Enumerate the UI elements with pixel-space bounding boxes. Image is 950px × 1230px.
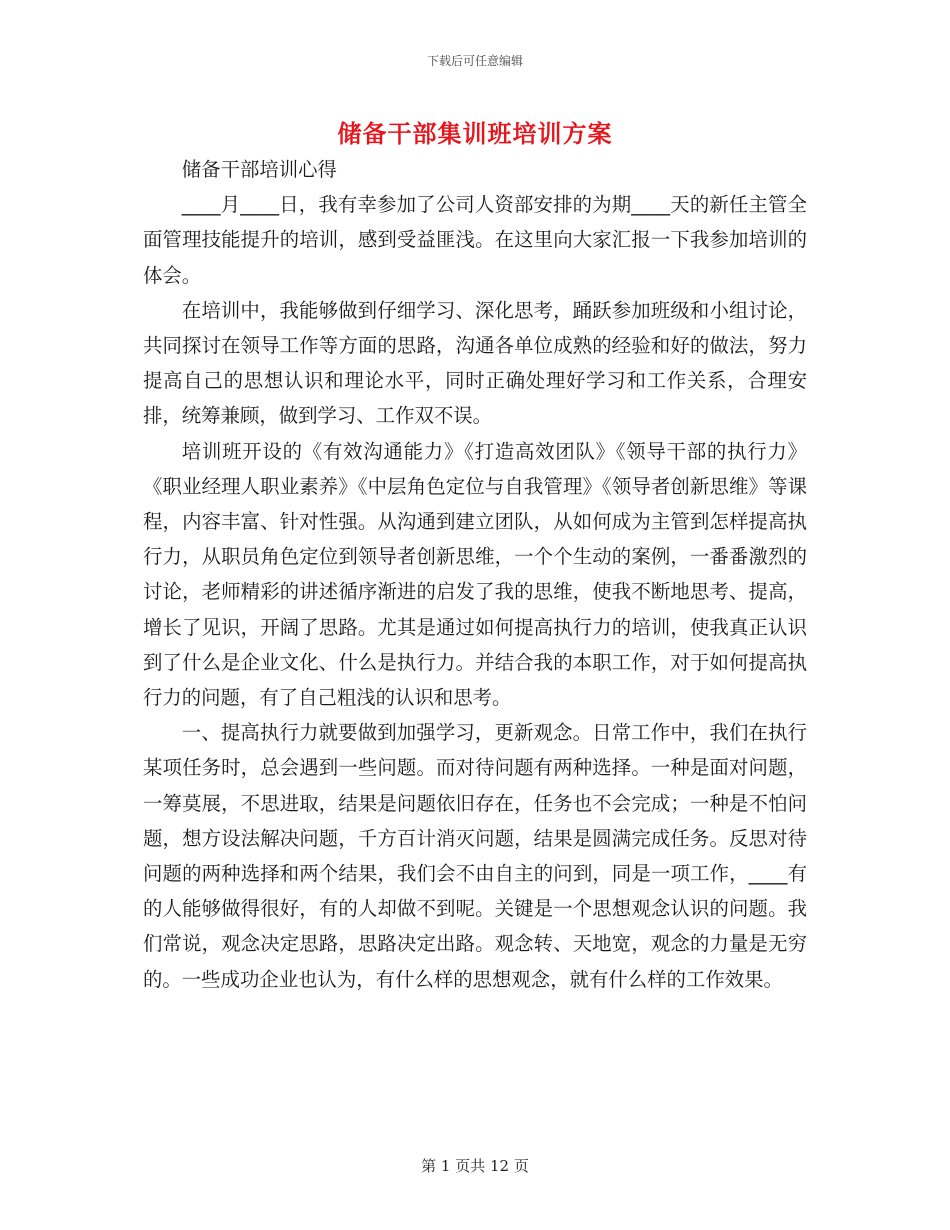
- document-body: [143, 152, 807, 997]
- paragraph-courses: 培训班开设的《有效沟通能力》《打造高效团队》《领导干部的执行力》《职业经理人职业素养》《中层角色定位与自我管理》《领导者创新思维》等课程，内容丰富、针对性强。从沟通到建立团队，从如何成为主管到怎样提高执行力，从职员角色定位到领导者创新思维，一个个生动的案例，一番番激烈的讨论，老师精彩的讲述循序渐进的启发了我的思维，使我不断地思考、提高，增长了见识，开阔了思路。尤其是通过如何提高执行力的培训，使我真正认识到了什么是企业文化、什么是执行力。并结合我的本职工作，对于如何提高执行力的问题，有了自己粗浅的认识和思考。: [143, 439, 807, 710]
- paragraph-subtitle: 储备干部培训心得: [181, 158, 337, 181]
- paragraph-intro: ____月____日，我有幸参加了公司人资部安排的为期____天的新任主管全面管理技能提升的培训，感到受益匪浅。在这里向大家汇报一下我参加培训的体会。: [143, 193, 807, 287]
- header-note: 下载后可任意编辑: [426, 54, 523, 68]
- document-title: 储备干部集训班培训方案: [337, 120, 613, 148]
- page-number: 第 1 页共 12 页: [421, 1157, 529, 1175]
- paragraph-training: 在培训中，我能够做到仔细学习、深化思考，踊跃参加班级和小组讨论，共同探讨在领导工作等方面的思路，沟通各单位成熟的经验和好的做法，努力提高自己的思想认识和理论水平，同时正确处理好学习和工作关系，合理安排，统筹兼顾，做到学习、工作双不误。: [143, 298, 807, 428]
- paragraph-point-one: 一、提高执行力就要做到加强学习，更新观念。日常工作中，我们在执行某项任务时，总会遇到一些问题。而对待问题有两种选择。一种是面对问题，一筹莫展，不思进取，结果是问题依旧存在，任务也不会完成；一种是不怕问题，想方设法解决问题，千方百计消灭问题，结果是圆满完成任务。反思对待问题的两种选择和两个结果，我们会不由自主的问到，同是一项工作，____有的人能够做得很好，有的人却做不到呢。关键是一个思想观念认识的问题。我们常说，观念决定思路，思路决定出路。观念转、天地宽，观念的力量是无穷的。一些成功企业也认为，有什么样的思想观念，就有什么样的工作效果。: [143, 721, 807, 991]
